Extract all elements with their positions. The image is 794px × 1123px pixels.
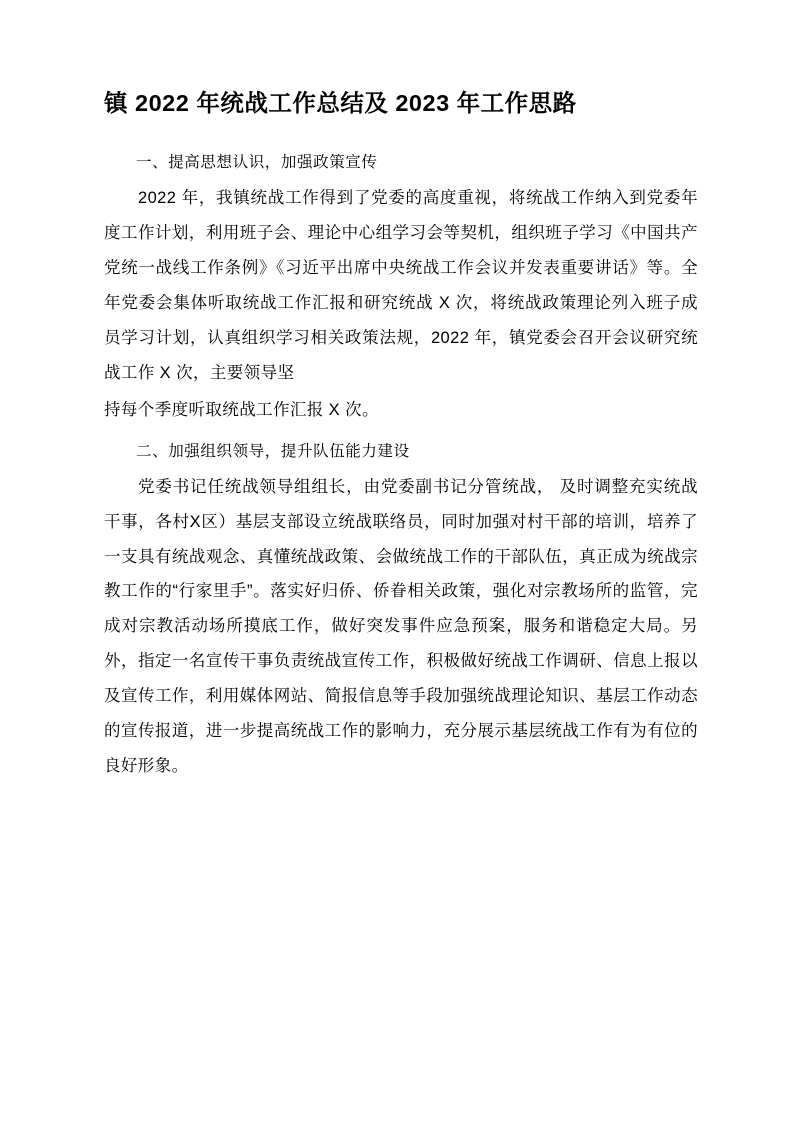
section-1-paragraph-1: 2022 年，我镇统战工作得到了党委的高度重视，将统战工作纳入到党委年度工作计划，利用班子会、理论中心组学习会等契机，组织班子学习《中国共产党统一战线工作条例》《习近平出席中央统战工作会议并发表重要讲话》等。全年党委会集体听取统战工作汇报和研究统战 X 次，将统战政策理论列入班子成员学习计划，认真组织学习相关政策法规，2022 年，镇党委会召开会议研究统战工作 X 次，主要领导坚 [104,189,698,382]
section-2-paragraph-1: 党委书记任统战领导组组长，由党委副书记分管统战， 及时调整充实统战干事，各村X区）基层支部设立统战联络员，同时加强对村干部的培训，培养了一支具有统战观念、真懂统战政策、会做统战工作的干部队伍，真正成为统战宗教工作的“行家里手”。落实好归侨、侨眷相关政策，强化对宗教场所的监管，完成对宗教活动场所摸底工作，做好突发事件应急预案，服务和谐稳定大局。另外，指定一名宣传干事负责统战宣传工作，积极做好统战工作调研、信息上报以及宣传工作，利用媒体网站、简报信息等手段加强统战理论知识、基层工作动态的宣传报道，进一步提高统战工作的影响力，充分展示基层统战工作有为有位的良好形象。 [104,477,698,776]
section-heading-1: 一、提高思想认识，加强政策宣传 [136,154,378,172]
section-heading-2: 二、加强组织领导，提升队伍能力建设 [136,442,410,460]
page-title: 镇 2022 年统战工作总结及 2023 年工作思路 [104,90,577,116]
section-1-paragraph-2: 持每个季度听取统战工作汇报 X 次。 [104,400,379,419]
